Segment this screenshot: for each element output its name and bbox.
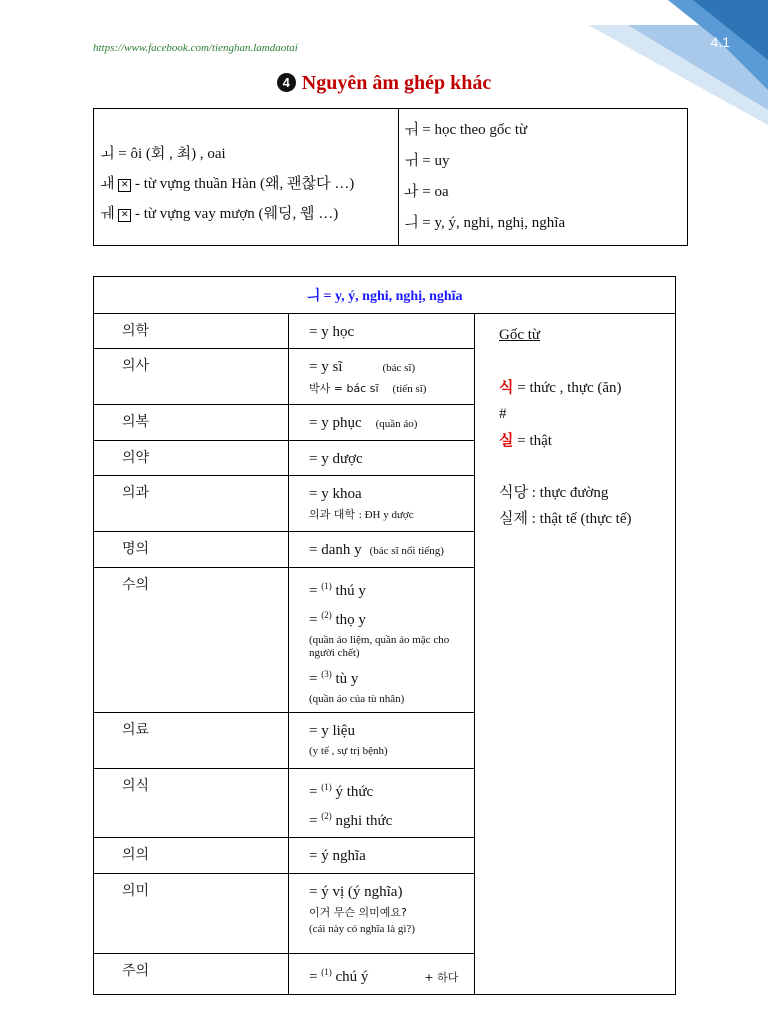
meaning-cell: = $^{(1)}$ thú y = $^{(2)}$ thọ y (quần áo liệm, quần áo mặc cho người chết) = $^{(3)}$ tù y (quần áo của tù nhân) — [289, 568, 475, 713]
meaning-cell: = ý vị (ý nghĩa) 이거 무슨 의미예요? (cái này có nghĩa là gì?) — [289, 874, 475, 954]
goc-tu-panel — [475, 314, 676, 995]
goc-tu-line: 식 = thức , thực (ăn) — [499, 378, 622, 396]
korean-word: 의사 — [94, 349, 289, 405]
summary-line: ㅟ = uy — [404, 153, 450, 169]
meaning-cell: = y sĩ (bác sĩ) 박사 = bác sĩ (tiến sĩ) — [289, 349, 475, 405]
summary-line: ㅙ ✕ - từ vựng thuần Hàn (왜, 괜찮다 …) — [100, 176, 355, 192]
corner-decoration — [588, 0, 768, 125]
section-heading — [0, 72, 768, 95]
korean-word: 의미 — [94, 874, 289, 954]
x-box-icon: ✕ — [118, 209, 131, 222]
korean-word: 수의 — [94, 568, 289, 713]
goc-tu-title: Gốc từ — [499, 327, 541, 343]
summary-line: ㅝ = học theo gốc từ — [404, 122, 528, 138]
meaning-cell: = y phục (quần áo) — [289, 405, 475, 441]
meaning-cell: = ý nghĩa — [289, 838, 475, 874]
meaning-cell: = $^{(1)}$ ý thức = $^{(2)}$ nghi thức — [289, 769, 475, 838]
summary-table — [93, 108, 688, 246]
summary-line: ㅞ ✕ - từ vựng vay mượn (웨딩, 웹 …) — [100, 206, 339, 222]
summary-right-cell — [399, 109, 688, 246]
table-row — [94, 314, 676, 349]
korean-word: 주의 — [94, 954, 289, 995]
korean-word: 의료 — [94, 713, 289, 769]
korean-word: 의복 — [94, 405, 289, 441]
summary-left-cell — [94, 109, 399, 246]
page-number: 4.1 — [710, 34, 730, 50]
korean-word: 의과 — [94, 476, 289, 532]
goc-tu-line: 실 = thật — [499, 431, 552, 449]
meaning-cell: = $^{(1)}$ chú ý + 하다 — [289, 954, 475, 995]
meaning-cell: = danh y (bác sĩ nổi tiếng) — [289, 532, 475, 568]
meaning-cell: = y dược — [289, 441, 475, 476]
meaning-cell: = y khoa 의과 대학 : ĐH y dược — [289, 476, 475, 532]
korean-word: 의학 — [94, 314, 289, 349]
korean-word: 의약 — [94, 441, 289, 476]
section-number-badge: 4 — [277, 73, 296, 92]
section-title: Nguyên âm ghép khác — [301, 72, 492, 94]
goc-tu-hash: # — [499, 406, 507, 422]
korean-word: 의식 — [94, 769, 289, 838]
summary-line: ㅚ = ôi (회 , 최) , oai — [100, 146, 226, 162]
facebook-link[interactable]: https://www.facebook.com/tienghan.lamdaotai — [93, 42, 298, 54]
summary-line: ㅢ = y, ý, nghi, nghị, nghĩa — [404, 215, 566, 231]
goc-tu-example: 식당 : thực đường — [499, 485, 609, 501]
summary-line: ㅘ = oa — [404, 184, 449, 200]
korean-word: 의의 — [94, 838, 289, 874]
meaning-cell: = y học — [289, 314, 475, 349]
vocab-table — [93, 276, 676, 995]
goc-tu-example: 실제 : thật tế (thực tế) — [499, 511, 632, 527]
vocab-table-title: ㅢ = y, ý, nghi, nghị, nghĩa — [94, 277, 676, 314]
korean-word: 명의 — [94, 532, 289, 568]
meaning-cell: = y liệu (y tế , sự trị bệnh) — [289, 713, 475, 769]
x-box-icon: ✕ — [118, 179, 131, 192]
